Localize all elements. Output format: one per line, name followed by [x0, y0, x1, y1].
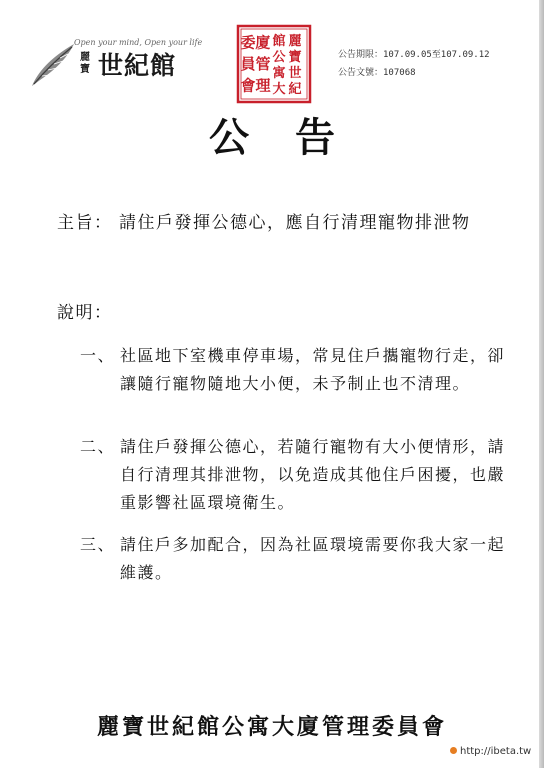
- seal-char: 大: [272, 82, 286, 97]
- explanation-item: [80, 531, 520, 587]
- posting-period-row: [338, 46, 490, 64]
- seal-char: 公: [272, 50, 286, 65]
- seal-char: 寓: [272, 66, 286, 81]
- subject-label: 主旨：: [57, 213, 113, 233]
- item-number: 三、: [80, 535, 116, 554]
- explanation-item: [80, 433, 520, 517]
- document-title: 公告: [209, 114, 381, 161]
- item-number: 二、: [80, 437, 116, 456]
- seal-char: 委: [240, 33, 256, 52]
- logo-motto: Open your mind, Open your life: [74, 38, 203, 47]
- subject-section: [57, 210, 527, 237]
- document-number-value: 107068: [383, 68, 416, 78]
- feather-quill-icon: [28, 42, 78, 88]
- item-text: 社區地下室機車停車場，常見住戶攜寵物行走，卻讓隨行寵物隨地大小便，未予制止也不清理。: [120, 346, 506, 393]
- seal-char: 世: [288, 66, 302, 81]
- watermark-text: http://ibeta.tw: [460, 746, 532, 757]
- item-text: 請住戶發揮公德心，若隨行寵物有大小便情形，請自行清理其排泄物，以免造成其他住戶困擾，也嚴重影響社區環境衛生。: [120, 437, 506, 512]
- committee-seal-stamp: [236, 24, 312, 104]
- seal-char: 寶: [288, 50, 302, 65]
- seal-char: 麗: [288, 34, 302, 49]
- document-number-label: 公告文號：: [338, 68, 384, 78]
- watermark-dot-icon: [450, 747, 457, 754]
- explanation-label: 說明：: [57, 303, 113, 323]
- posting-period-value: 107.09.05至107.09.12: [383, 50, 490, 60]
- issuer-signature: 麗寶世紀館公寓大廈管理委員會: [96, 714, 447, 740]
- document-number-row: [338, 64, 490, 82]
- logo-main-text: 世紀館: [98, 51, 177, 80]
- seal-char: 廈: [255, 33, 271, 52]
- item-text: 請住戶多加配合，因為社區環境需要你我大家一起維護。: [120, 535, 506, 582]
- logo-small-text: 麗寶: [80, 52, 90, 75]
- seal-char: 館: [272, 34, 286, 49]
- seal-char: 紀: [288, 82, 302, 97]
- seal-char: 管: [255, 55, 271, 73]
- explanation-item: [80, 342, 520, 398]
- seal-char: 理: [255, 76, 271, 95]
- seal-char: 會: [240, 76, 256, 95]
- subject-text: 請住戶發揮公德心，應自行清理寵物排泄物: [119, 213, 471, 233]
- community-logo: [28, 30, 203, 90]
- seal-char: 員: [240, 55, 256, 73]
- announcement-meta: [338, 46, 490, 82]
- item-number: 一、: [80, 346, 116, 365]
- posting-period-label: 公告期限：: [338, 50, 384, 60]
- website-watermark: [446, 744, 535, 760]
